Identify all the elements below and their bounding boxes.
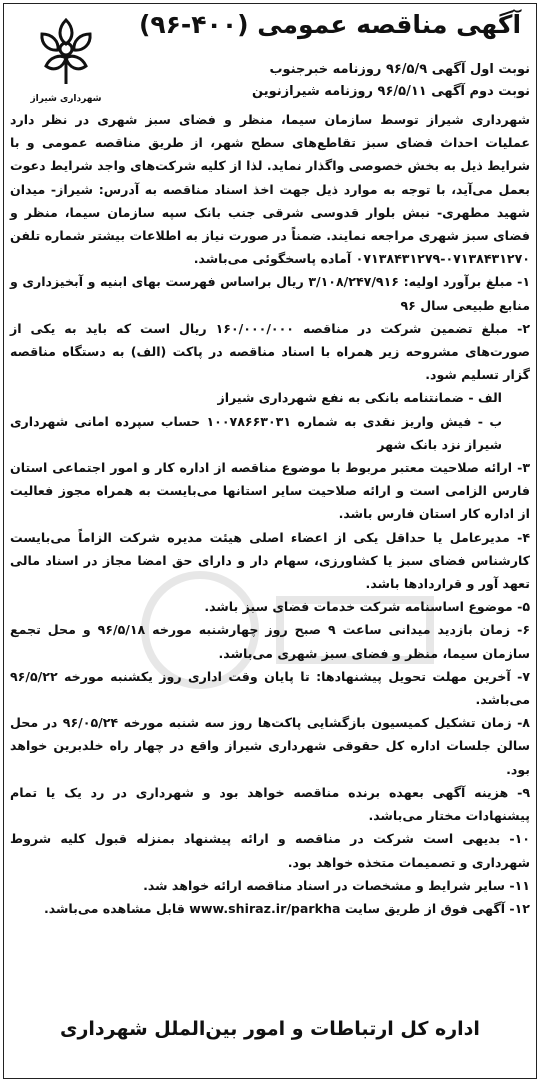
condition-item: ۱۰- بدیهی است شرکت در مناقصه و ارائه پیشنهاد بمنزله قبول کلیه شروط شهرداری و تصمیمات متخذه خواهد بود. [10,831,530,870]
condition-item: ۳- ارائه صلاحیت معتبر مربوط با موضوع مناقصه از اداره کار و امور اجتماعی استان فارس الزامی است و ارائه صلاحیت سایر استانها می‌بایست به همراه مجوز فعالیت از اداره کار استان فارس باشد. [10,460,530,522]
intro-paragraph: شهرداری شیراز توسط سازمان سیما، منظر و فضای سبز شهری در نظر دارد عملیات احداث فضای سبز تقاطع‌های سطح شهر، از طریق مناقصه عمومی و با شرایط ذیل به بخش خصوصی واگذار نماید. لذا از کلیه شرکت‌های واجد شرایط دعوت بعمل می‌آید، با توجه به موارد ذیل جهت اخذ اسناد مناقصه به آدرس: شیراز- میدان شهید مطهری- نبش بلوار قدوسی شرقی جنب بانک سپه سازمان سیما، منظر و فضای سبز شهری مراجعه نمایند. ضمناً در صورت نیاز به اطلاعات بیشتر شماره تلفن ۰۷۱۳۸۴۳۱۲۷۰-۰۷۱۳۸۴۳۱۲۷۹ آماده پاسخگوئی می‌باشد. [10,112,530,267]
condition-item: ۱۲- آگهی فوق از طریق سایت www.shiraz.ir/parkha قابل مشاهده می‌باشد. [43,900,530,916]
publication-first: نوبت اول آگهی ۹۶/۵/۹ روزنامه خبرجنوب [269,62,530,77]
notice-body [10,108,530,920]
condition-item: ۱۱- سایر شرایط و مشخصات در اسناد مناقصه ارائه خواهد شد. [143,877,530,893]
notice-title: آگهی مناقصه عمومی (۴۰۰-۹۶) [138,10,522,39]
condition-item: ۹- هزینه آگهی بعهده برنده مناقصه خواهد بود و شهرداری در رد یک یا تمام پیشنهادات مختار می‌باشد. [10,784,530,824]
condition-item: ۴- مدیرعامل یا حداقل یکی از اعضاء اصلی هیئت مدیره شرکت الزاماً می‌بایست کارشناس فضای سبز یا کشاورزی، سهام دار و دارای حق امضا مجاز در اسناد مالی تعهد آور و قراردادها باشد. [10,529,530,592]
condition-item: ۸- زمان تشکیل کمیسیون بازگشایی پاکت‌ها روز سه شنبه مورخه ۹۶/۰۵/۲۴ در محل سالن جلسات اداره کل حقوقی شهرداری شیراز واقع در چهار راه خلدبرین خواهد بود. [10,715,530,777]
flower-logo-icon [24,14,108,90]
issuer-signature: اداره کل ارتباطات و امور بین‌الملل شهرداری [60,1018,480,1040]
condition-item: ۵- موضوع اساسنامه شرکت خدمات فضای سبز باشد. [204,599,530,615]
logo-caption: شهرداری شیراز [30,94,102,104]
guarantee-option: الف - ضمانتنامه بانکی به نفع شهرداری شیراز [217,390,502,406]
guarantee-option: ب - فیش واریز نقدی به شماره ۱۰۰۷۸۶۶۳۰۳۱ حساب سپرده امانی شهرداری شیراز نزد بانک شهر [10,413,502,452]
condition-item: ۲- مبلغ تضمین شرکت در مناقصه ۱۶۰/۰۰۰/۰۰۰ ریال است که باید به یکی از صورت‌های مشروحه زیر همراه با اسناد مناقصه در پاکت (الف) به دستگاه مناقصه گزار تسلیم شود. [10,320,530,383]
condition-item: ۶- زمان بازدید میدانی ساعت ۹ صبح روز چهارشنبه مورخه ۹۶/۵/۱۸ و محل تجمع سازمان سیما، منظر و فضای سبز شهری می‌باشد. [10,622,531,661]
condition-item: ۱- مبلغ برآورد اولیه: ۳/۱۰۸/۲۴۷/۹۱۶ ریال براساس فهرست بهای ابنیه و آبخیزداری و منابع طبیعی سال ۹۶ [10,274,531,313]
shiraz-municipality-logo [24,14,108,106]
notice-header [0,0,540,110]
publication-second: نوبت دوم آگهی ۹۶/۵/۱۱ روزنامه شیرازنوین [252,84,530,99]
condition-item: ۷- آخرین مهلت تحویل پیشنهادها: تا پایان وقت اداری روز یکشنبه مورخه ۹۶/۵/۲۲ می‌باشد. [10,668,530,708]
